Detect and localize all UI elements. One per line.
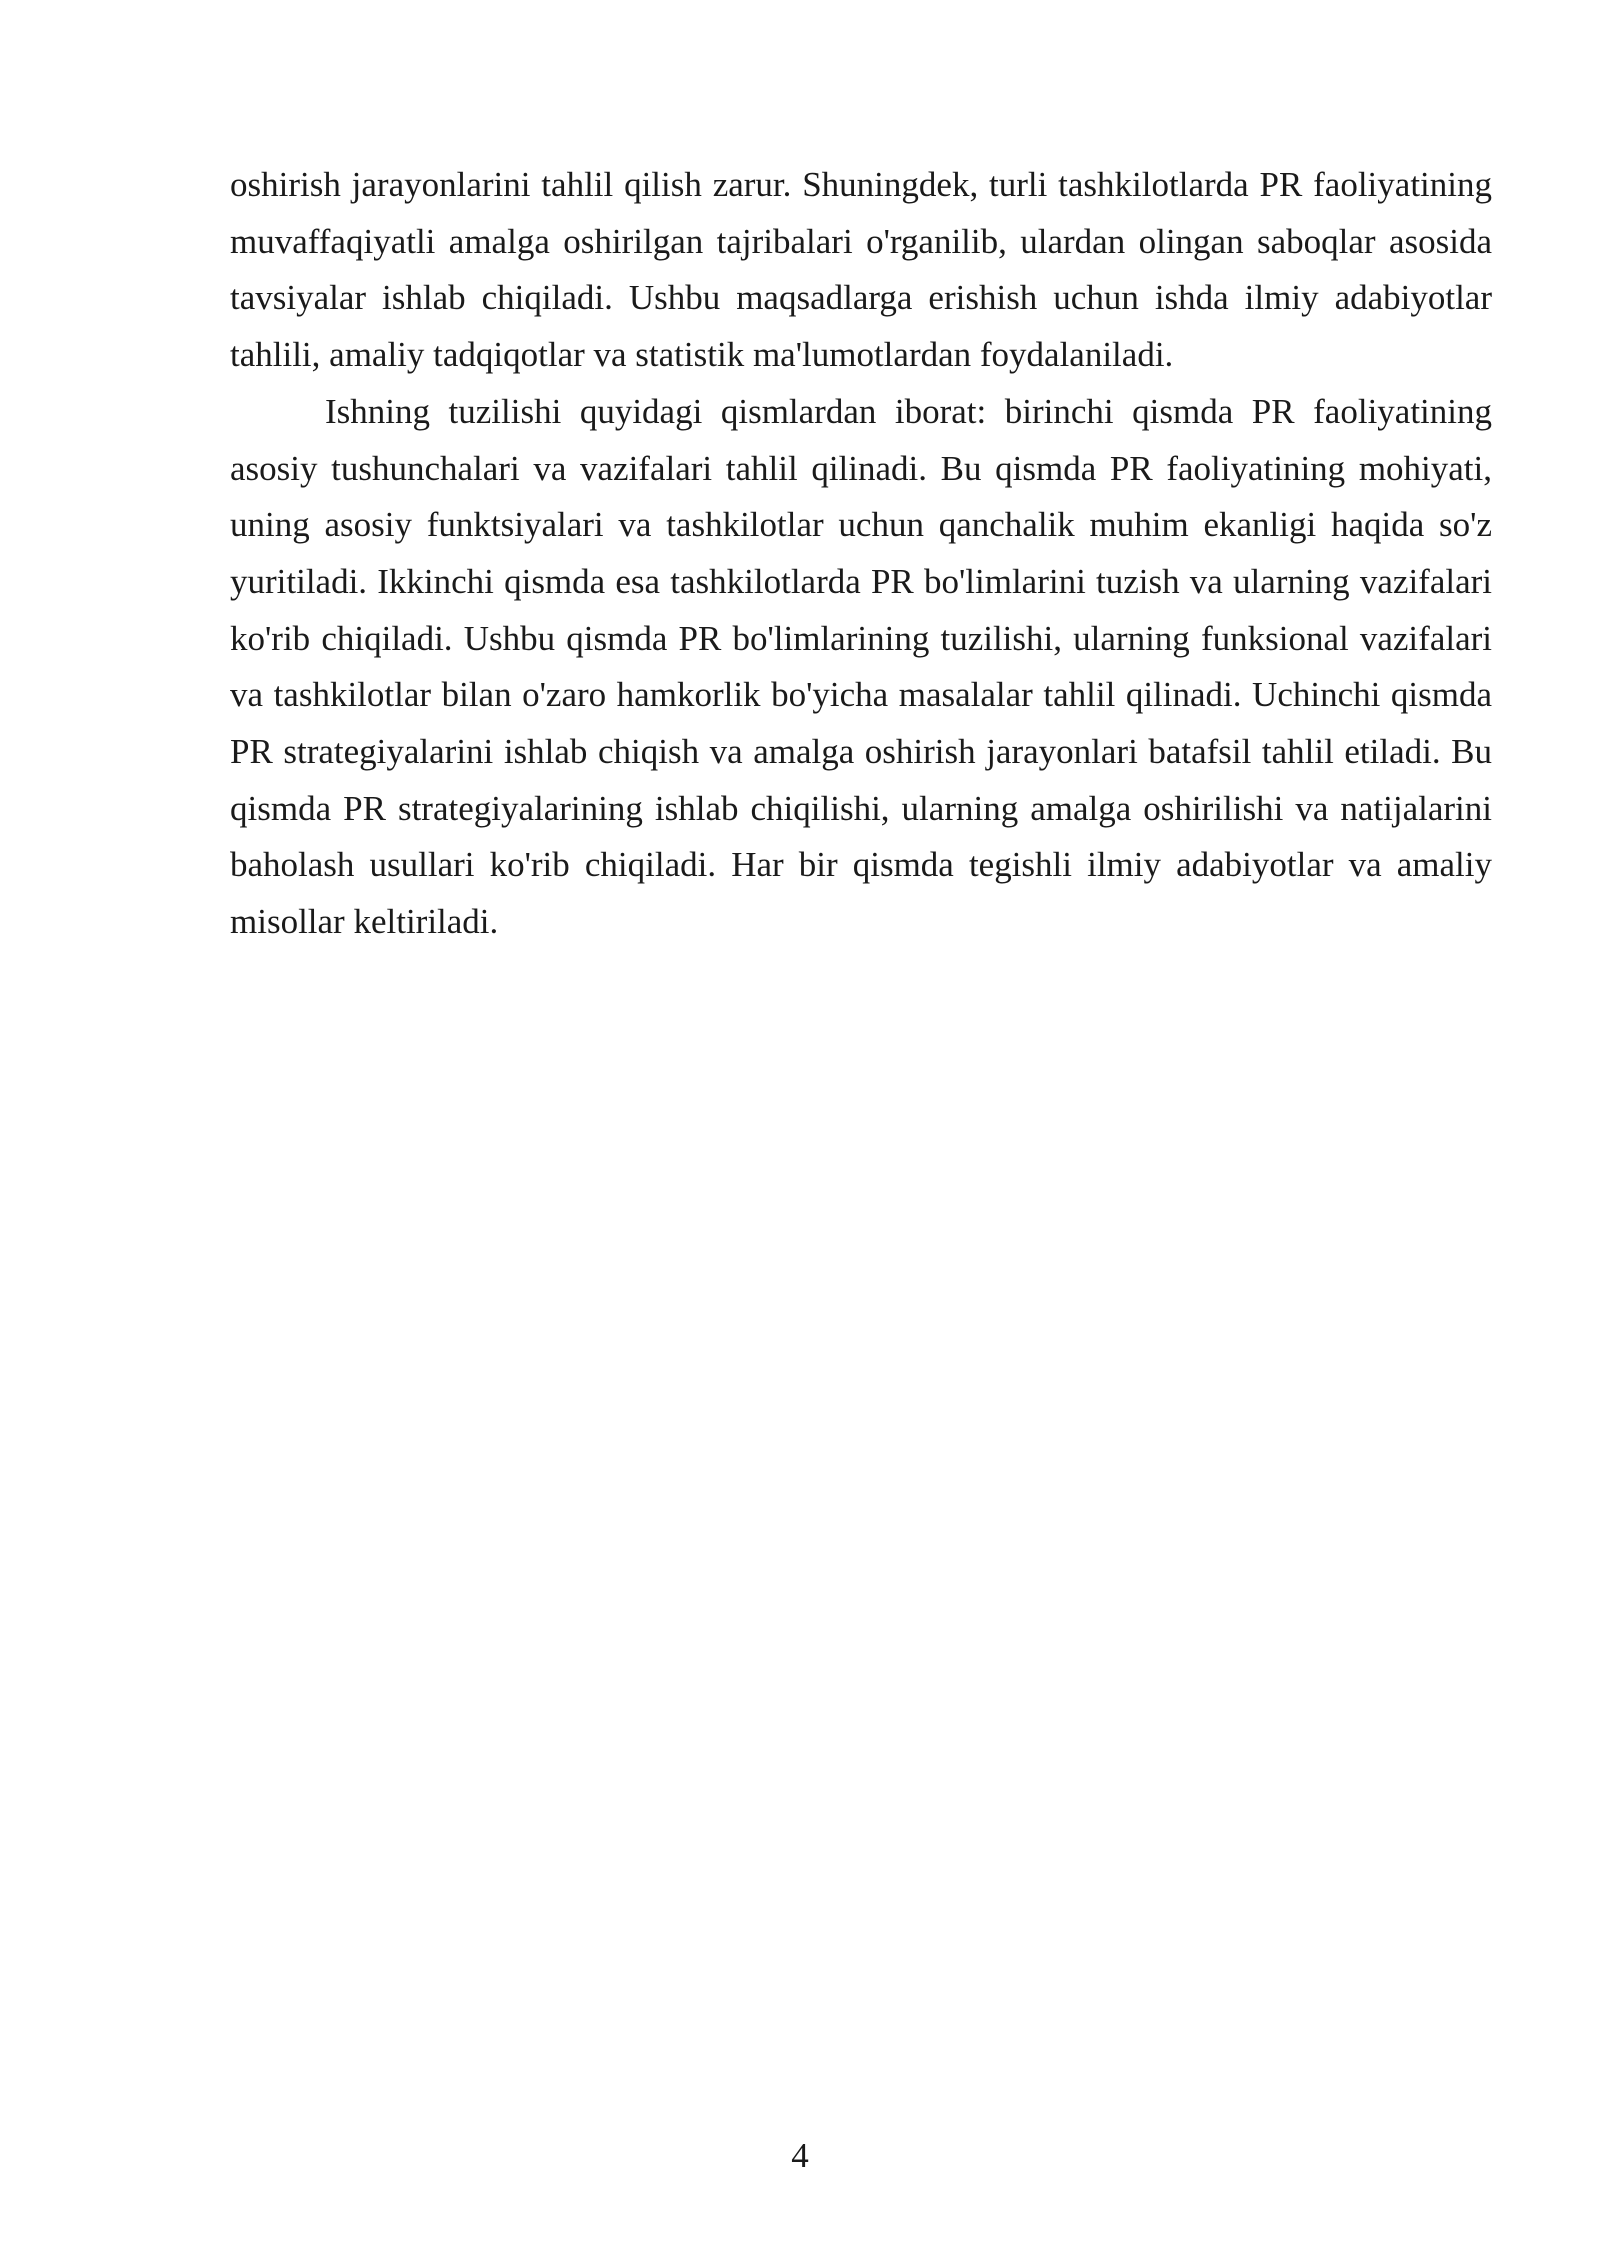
page-number: 4 [791, 2136, 809, 2175]
body-text [230, 157, 1492, 951]
paragraph-continued: oshirish jarayonlarini tahlil qilish zarur. Shuningdek, turli tashkilotlarda PR faoliyatining muvaffaqiyatli amalga oshirilgan tajribalari o'rganilib, ulardan olingan saboqlar asosida tavsiyalar ishlab chiqiladi. Ushbu maqsadlarga erishish uchun ishda ilmiy adabiyotlar tahlili, amaliy tadqiqotlar va statistik ma'lumotlardan foydalaniladi. [230, 165, 1492, 375]
paragraph-structure: Ishning tuzilishi quyidagi qismlardan iborat: birinchi qismda PR faoliyatining asosiy tushunchalari va vazifalari tahlil qilinadi. Bu qismda PR faoliyatining mohiyati, uning asosiy funktsiyalari va tashkilotlar uchun qanchalik muhim ekanligi haqida so'z yuritiladi. Ikkinchi qismda esa tashkilotlarda PR bo'limlarini tuzish va ularning vazifalari ko'rib chiqiladi. Ushbu qismda PR bo'limlarining tuzilishi, ularning funksional vazifalari va tashkilotlar bilan o'zaro hamkorlik bo'yicha masalalar tahlil qilinadi. Uchinchi qismda PR strategiyalarini ishlab chiqish va amalga oshirish jarayonlari batafsil tahlil etiladi. Bu qismda PR strategiyalarining ishlab chiqilishi, ularning amalga oshirilishi va natijalarini baholash usullari ko'rib chiqiladi. Har bir qismda tegishli ilmiy adabiyotlar va amaliy misollar keltiriladi. [230, 391, 1492, 942]
